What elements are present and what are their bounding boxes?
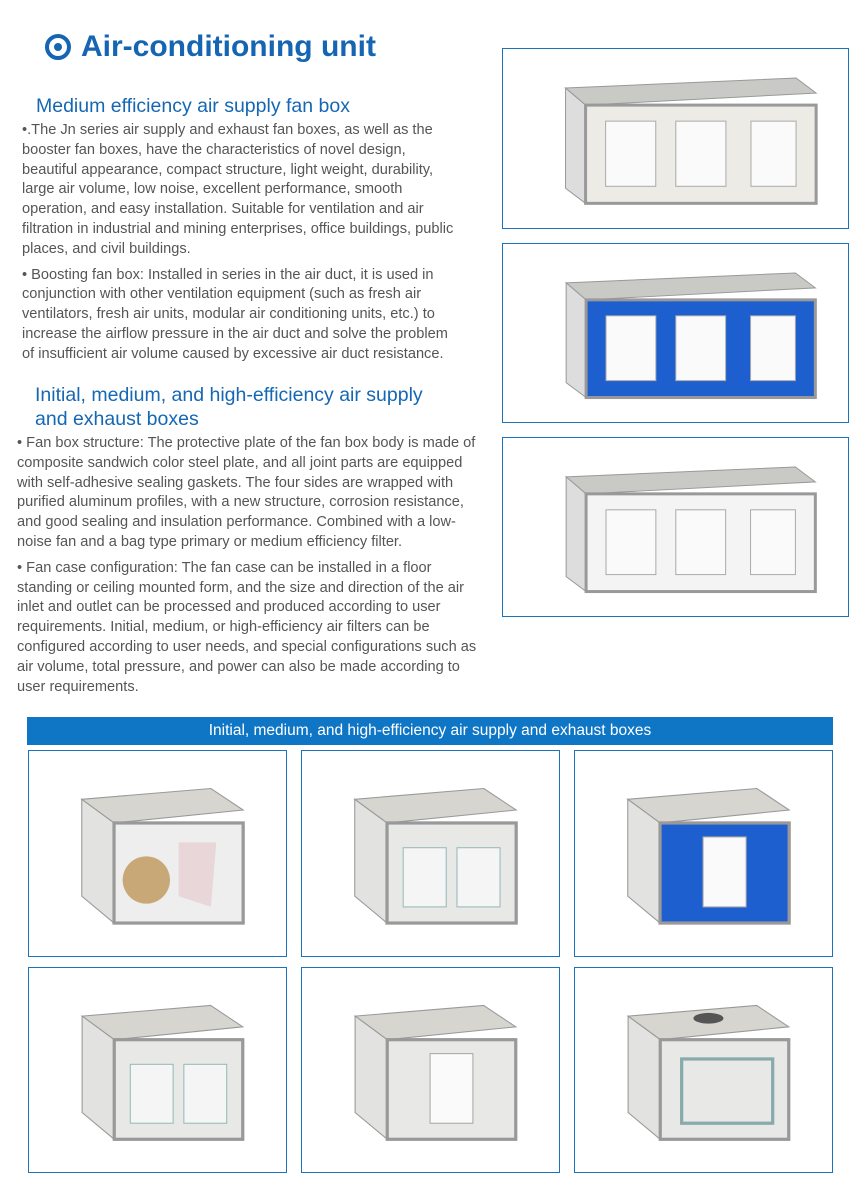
gallery-image [301,750,560,957]
gallery-banner: Initial, medium, and high-efficiency air supply and exhaust boxes [27,717,833,745]
product-illustration [44,984,270,1155]
gallery-image [28,967,287,1173]
product-illustration [44,767,270,939]
product-illustration [524,452,828,602]
product-illustration [590,767,816,939]
gallery-image [574,967,833,1173]
product-image-white-fan-box [502,437,849,617]
section-heading: Medium efficiency air supply fan box [36,95,350,117]
gallery-image [28,750,287,957]
section2-text: • Fan box structure: The protective plate of the fan box body is made of composite sandwich color steel plate, and all joint parts are equipped with self-adhesive sealing gaskets. The four sides are wrapped with purified aluminum profiles, with a new structure, corrosion resistance, and good sealing and insulation performance. Combined with a low- noise fan and a bag type primary or medium efficiency filter. • Fan case configuration: The fan case can be installed in a floor standing or ceiling mounted form, and the size and direction of the air inlet and outlet can be processed and produced according to user requirements. Initial, medium, or high-efficiency air filters can be configured according to user needs, and special configurations such as air volume, total pressure, and power can also be made according to user requirements. [17,435,477,695]
target-icon [45,34,71,60]
product-illustration [590,984,816,1155]
product-image-gray-fan-box [502,48,849,229]
section1-text: •.The Jn series air supply and exhaust fan boxes, as well as the booster fan boxes, have the characteristics of novel design, beautiful appearance, compact structure, light weight, durability, large air volume, low noise, excellent performance, smooth operation, and easy installation. Suitable for ventilation and air filtration in industrial and mining enterprises, office buildings, public places, and civil buildings. • Boosting fan box: Installed in series in the air duct, it is used in conjunction with other ventilation equipment (such as fresh air ventilators, fresh air units, modular air conditioning units, etc.) to increase the airflow pressure in the air duct and solve the problem of insufficient air volume caused by excessive air duct resistance. [22,122,454,362]
product-illustration [317,767,543,939]
section-heading: Initial, medium, and high-efficiency air supply and exhaust boxes [35,384,423,430]
page-title: Air-conditioning unit [45,30,376,64]
product-image-blue-fan-box [502,243,849,423]
gallery-image [574,750,833,957]
product-illustration [317,984,543,1155]
gallery-image [301,967,560,1173]
product-illustration [524,63,828,213]
product-illustration [524,258,828,408]
